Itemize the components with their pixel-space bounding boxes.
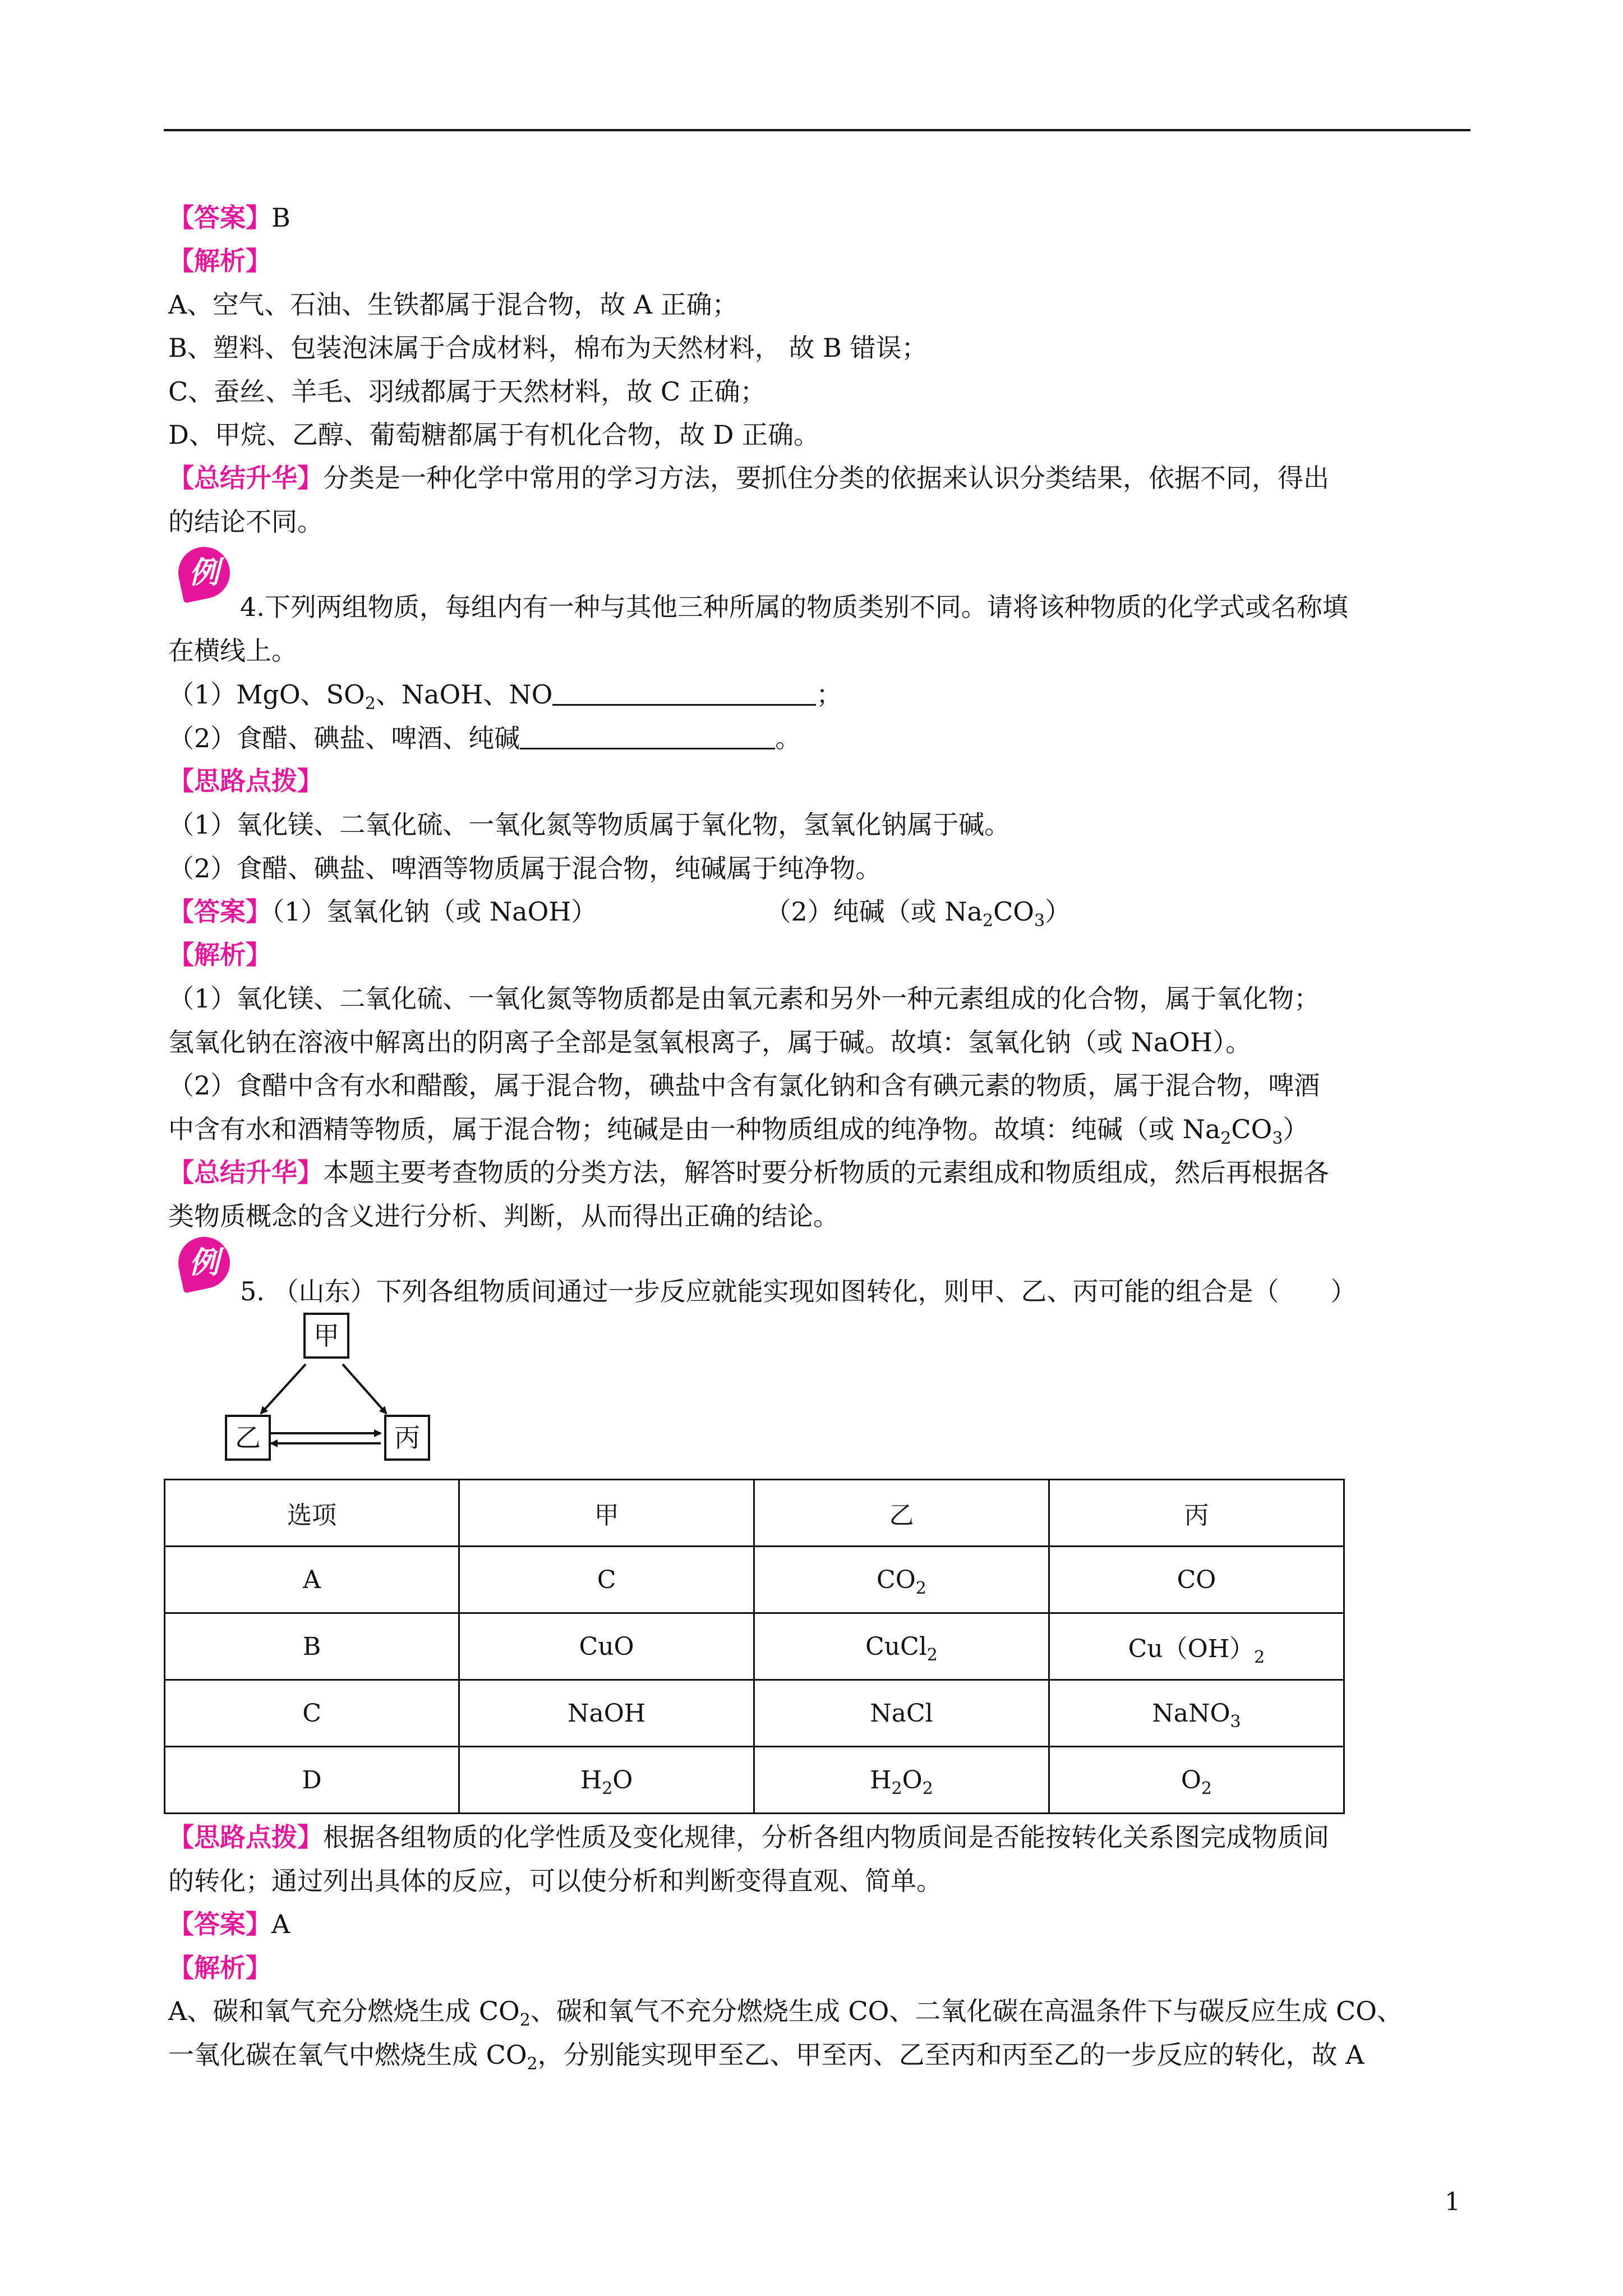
- table-row: [165, 1680, 1344, 1747]
- analysis-line: （1）氧化镁、二氧化硫、一氧化氮等物质都是由氧元素和另外一种元素组成的化合物，属于氧化物；: [168, 983, 1320, 1014]
- subscript: 2: [1220, 1129, 1232, 1148]
- page-number: 1: [1445, 2188, 1460, 2216]
- hint-tag: 【思路点拨】: [168, 1822, 323, 1852]
- analysis-heading: [168, 1951, 271, 1985]
- transformation-diagram: [222, 1313, 446, 1470]
- question-stem: 在横线上。: [168, 636, 297, 666]
- node-yi: 乙: [225, 1415, 271, 1461]
- table-row: [165, 1613, 1344, 1680]
- bing-cell: [1049, 1613, 1344, 1680]
- answer-part: ）: [1045, 896, 1071, 927]
- arrow-jia-to-bing: [343, 1364, 386, 1414]
- node-jia: 甲: [303, 1313, 349, 1359]
- item-text: （2）食醋、碘盐、啤酒、纯碱: [168, 723, 520, 753]
- bing-cell: [1049, 1547, 1344, 1613]
- subscript: 2: [891, 1778, 902, 1798]
- analysis-text: 一氧化碳在氧气中燃烧生成 CO: [168, 2040, 527, 2070]
- formula: CO: [1177, 1565, 1216, 1594]
- subscript: 2: [982, 911, 994, 931]
- header-cell: 甲: [459, 1480, 754, 1547]
- hint-line: （2）食醋、碘盐、啤酒等物质属于混合物，纯碱属于纯净物。: [168, 853, 882, 884]
- formula: O: [902, 1765, 923, 1795]
- formula: CuCl: [865, 1632, 927, 1661]
- hint-line: （1）氧化镁、二氧化硫、一氧化氮等物质属于氧化物，氢氧化钠属于碱。: [168, 809, 1011, 840]
- subscript: 2: [602, 1778, 613, 1798]
- question-stem: 5. （山东）下列各组物质间通过一步反应就能实现如图转化，则甲、乙、丙可能的组合是（ ）: [240, 1276, 1357, 1306]
- item-end: ；: [816, 679, 842, 710]
- answer-part: CO: [993, 896, 1034, 927]
- subscript: 2: [922, 1778, 933, 1798]
- analysis-text: 中含有水和酒精等物质，属于混合物；纯碱是由一种物质组成的纯净物。故填：纯碱（或 Na: [168, 1114, 1221, 1144]
- node-bing: 丙: [384, 1415, 430, 1461]
- analysis-tag: 【解析】: [168, 1953, 271, 1983]
- question-item: [168, 677, 842, 714]
- analysis-line: [168, 2038, 1364, 2072]
- answer-line: [168, 1907, 290, 1941]
- summary-text: 分类是一种化学中常用的学习方法，要抓住分类的依据来认识分类结果，依据不同，得出: [323, 463, 1329, 493]
- item-text: （1）MgO、SO: [168, 679, 365, 710]
- subscript: 3: [1034, 911, 1045, 931]
- analysis-heading: [168, 244, 271, 278]
- analysis-text: 、碳和氧气不充分燃烧生成 CO、二氧化碳在高温条件下与碳反应生成 CO、: [530, 1996, 1403, 2026]
- analysis-text: A、碳和氧气充分燃烧生成 CO: [168, 1996, 520, 2026]
- subscript: 2: [1254, 1648, 1265, 1667]
- badge-char: 例: [189, 1245, 219, 1280]
- formula: O: [612, 1765, 633, 1795]
- analysis-line: C、蚕丝、羊毛、羽绒都属于天然材料，故 C 正确；: [168, 376, 766, 407]
- analysis-line: D、甲烷、乙醇、葡萄糖都属于有机化合物，故 D 正确。: [168, 420, 820, 450]
- bing-cell: [1049, 1680, 1344, 1747]
- header-cell: 丙: [1049, 1480, 1344, 1547]
- answer-blank: [520, 721, 775, 749]
- question-stem: 4.下列两组物质，每组内有一种与其他三种所属的物质类别不同。请将该种物质的化学式或名称填: [240, 592, 1348, 622]
- analysis-text: ）: [1283, 1114, 1309, 1144]
- analysis-tag: 【解析】: [168, 940, 271, 970]
- subscript: 3: [1230, 1711, 1241, 1732]
- analysis-line: B、塑料、包装泡沫属于合成材料，棉布为天然材料， 故 B 错误；: [168, 333, 928, 363]
- summary-tag: 【总结升华】: [168, 463, 323, 493]
- hint-heading: [168, 764, 323, 798]
- jia-cell: CuO: [459, 1613, 754, 1680]
- badge-char: 例: [189, 555, 219, 590]
- yi-cell: [754, 1613, 1049, 1680]
- analysis-line: [168, 1994, 1403, 2028]
- subscript: 2: [915, 1578, 926, 1598]
- subscript: 2: [926, 1645, 938, 1665]
- example-badge: [178, 1237, 230, 1289]
- analysis-heading: [168, 938, 271, 972]
- table-row: [165, 1747, 1344, 1814]
- answer-tag: 【答案】: [168, 203, 271, 233]
- analysis-line: 氢氧化钠在溶液中解离出的阴离子全部是氢氧根离子，属于碱。故填：氢氧化钠（或 NaOH）。: [168, 1027, 1252, 1057]
- option-cell: A: [165, 1547, 459, 1613]
- question-item: [168, 721, 801, 755]
- answer-tag: 【答案】: [168, 1909, 271, 1939]
- jia-cell: C: [459, 1547, 754, 1613]
- subscript: 2: [365, 694, 376, 714]
- yi-cell: [754, 1747, 1049, 1814]
- arrow-jia-to-yi: [261, 1364, 306, 1414]
- subscript: 3: [1272, 1129, 1283, 1148]
- options-table: [164, 1479, 1345, 1814]
- hint-tag: 【思路点拨】: [168, 766, 323, 796]
- answer-part: （1）氢氧化钠（或 NaOH）: [271, 896, 597, 927]
- answer-line: [168, 201, 291, 234]
- analysis-text: ，分别能实现甲至乙、甲至丙、乙至丙和丙至乙的一步反应的转化，故 A: [537, 2040, 1364, 2070]
- jia-cell: NaOH: [459, 1680, 754, 1747]
- subscript: 2: [1201, 1778, 1212, 1798]
- summary-line: [168, 1156, 1329, 1189]
- answer-line: [168, 895, 1071, 931]
- analysis-line: （2）食醋中含有水和醋酸，属于混合物，碘盐中含有氯化钠和含有碘元素的物质，属于混合物，啤酒: [168, 1070, 1320, 1101]
- bing-cell: [1049, 1747, 1344, 1814]
- analysis-text: CO: [1231, 1114, 1272, 1144]
- answer-blank: [552, 677, 816, 706]
- formula: NaCl: [870, 1699, 933, 1728]
- hint-line: 的转化；通过列出具体的反应，可以使分析和判断变得直观、简单。: [168, 1866, 942, 1896]
- answer-value: A: [271, 1909, 291, 1939]
- hint-line: [168, 1820, 1329, 1854]
- formula: H: [580, 1765, 602, 1795]
- analysis-line: A、空气、石油、生铁都属于混合物，故 A 正确；: [168, 289, 738, 320]
- header-cell: 选项: [165, 1480, 459, 1547]
- formula: NaNO: [1152, 1699, 1230, 1728]
- option-cell: B: [165, 1613, 459, 1680]
- table-header-row: [165, 1480, 1344, 1547]
- formula: H: [870, 1765, 892, 1795]
- summary-line: 的结论不同。: [168, 507, 323, 537]
- summary-line: 类物质概念的含义进行分析、判断，从而得出正确的结论。: [168, 1201, 839, 1231]
- subscript: 2: [519, 2010, 531, 2030]
- summary-tag: 【总结升华】: [168, 1157, 323, 1188]
- header-cell: 乙: [754, 1480, 1049, 1547]
- subscript: 2: [527, 2054, 538, 2074]
- item-text: 、NaOH、NO: [375, 679, 553, 710]
- item-end: 。: [775, 723, 801, 753]
- option-cell: D: [165, 1747, 459, 1814]
- yi-cell: [754, 1547, 1049, 1613]
- answer-part: （2）纯碱（或 Na: [765, 896, 983, 927]
- formula: O: [1181, 1765, 1201, 1795]
- summary-line: [168, 461, 1329, 495]
- example-badge: [178, 547, 230, 599]
- formula: CO: [877, 1565, 916, 1594]
- analysis-line: [168, 1112, 1308, 1146]
- header-rule: [164, 129, 1470, 131]
- answer-value: B: [271, 203, 291, 233]
- yi-cell: [754, 1680, 1049, 1747]
- summary-text: 本题主要考查物质的分类方法，解答时要分析物质的元素组成和物质组成，然后再根据各: [323, 1157, 1329, 1188]
- formula: Cu（OH）: [1128, 1635, 1255, 1663]
- hint-text: 根据各组物质的化学性质及变化规律，分析各组内物质间是否能按转化关系图完成物质间: [323, 1822, 1329, 1852]
- option-cell: C: [165, 1680, 459, 1747]
- answer-tag: 【答案】: [168, 896, 271, 927]
- analysis-tag: 【解析】: [168, 246, 271, 276]
- table-row: [165, 1547, 1344, 1613]
- jia-cell: [459, 1747, 754, 1814]
